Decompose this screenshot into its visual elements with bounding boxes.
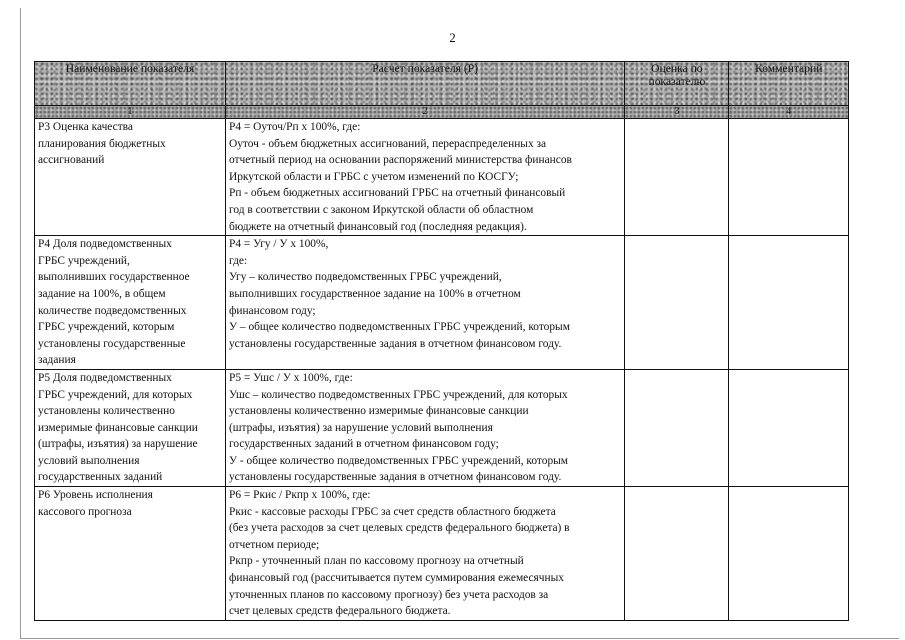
score-cell	[625, 369, 729, 486]
indicator-name-line: ассигнований	[38, 154, 105, 167]
indicator-name-line: условий выполнения	[38, 454, 140, 467]
indicator-name-cell	[35, 236, 226, 370]
indicator-name-line: ГРБС учреждений,	[38, 254, 130, 267]
comment-cell	[729, 487, 849, 621]
calculation-line: уточненных планов по кассовому прогнозу) без учета расходов за	[228, 588, 549, 601]
calculation-line: установлены государственные задания в отчетном финансовом году.	[228, 337, 562, 350]
comment-cell	[729, 369, 849, 486]
indicator-name-cell	[35, 487, 226, 621]
calculation-line: Р4 = Угу / У х 100%,	[228, 238, 329, 251]
indicator-name-line: ГРБС учреждений, для которых	[38, 388, 193, 401]
indicator-name-line: установлены количественно	[38, 405, 175, 418]
calculation-line: Оуточ - объем бюджетных ассигнований, перераспределенных за	[228, 137, 547, 150]
indicator-name-cell	[35, 119, 226, 236]
table-row	[35, 236, 849, 370]
calculation-cell	[225, 236, 624, 370]
indicator-name-line: Р3 Оценка качества	[38, 121, 133, 133]
calculation-line: Ушс – количество подведомственных ГРБС учреждений, для которых	[228, 388, 568, 401]
column-number: 4	[729, 106, 849, 119]
column-number: 2	[225, 106, 624, 119]
score-cell	[625, 119, 729, 236]
comment-cell	[729, 119, 849, 236]
score-cell	[625, 236, 729, 370]
table-row	[35, 119, 849, 236]
indicator-name-line: измеримые финансовые санкции	[38, 421, 198, 434]
calculation-line: установлены количественно измеримые финансовые санкции	[228, 405, 529, 418]
comment-cell	[729, 236, 849, 370]
header-comment: Комментарий	[729, 62, 849, 106]
table-header-row	[35, 62, 849, 106]
page-number: 2	[449, 30, 456, 45]
calculation-line: государственных заданий в отчетном финансовом году;	[228, 438, 499, 451]
calculation-line: Иркутской области и ГРБС с учетом изменений по КОСГУ;	[228, 170, 519, 183]
indicator-name-cell	[35, 369, 226, 486]
calculation-line: отчетный период на основании распоряжений министерства финансов	[228, 154, 572, 167]
calculation-line: финансовом году;	[228, 304, 316, 317]
column-number: 1	[35, 106, 226, 119]
calculation-line: Р5 = Ушс / У х 100%, где:	[228, 371, 353, 384]
calculation-line: Р6 = Ркис / Ркпр х 100%, где:	[228, 489, 371, 502]
indicator-name-line: Р6 Уровень исполнения	[38, 489, 153, 502]
indicator-name-line: установлены государственные	[38, 337, 186, 350]
calculation-line: (штрафы, изъятия) за нарушение условий выполнения	[228, 421, 493, 434]
calculation-line: Ркис - кассовые расходы ГРБС за счет средств областного бюджета	[228, 505, 556, 518]
indicator-name-line: Р4 Доля подведомственных	[38, 238, 172, 251]
header-indicator-name: Наименование показателя	[35, 62, 226, 106]
indicators-table	[34, 61, 849, 621]
calculation-line: (без учета расходов за счет целевых средств федерального бюджета) в	[228, 522, 570, 535]
calculation-cell	[225, 119, 624, 236]
indicator-name-line: (штрафы, изъятия) за нарушение	[38, 438, 198, 451]
indicator-name-line: кассового прогноза	[38, 505, 132, 518]
indicator-name-line: выполнивших государственное	[38, 271, 190, 284]
column-number: 3	[625, 106, 729, 119]
indicator-name-line: задания	[38, 354, 76, 367]
header-calculation: Расчет показателя (Р)	[225, 62, 624, 106]
calculation-line: бюджете на отчетный финансовый год (последняя редакция).	[228, 220, 527, 233]
calculation-line: выполнивших государственное задание на 100% в отчетном	[228, 287, 521, 300]
indicator-name-line: Р5 Доля подведомственных	[38, 371, 172, 384]
calculation-line: У – общее количество подведомственных ГРБС учреждений, которым	[228, 321, 570, 334]
calculation-line: Ркпр - уточненный план по кассовому прогнозу на отчетный	[228, 555, 524, 568]
calculation-line: счет целевых средств федерального бюджета.	[228, 605, 451, 618]
calculation-line: У - общее количество подведомственных ГРБС учреждений, которым	[228, 454, 569, 467]
header-score: Оценка по показателю	[625, 62, 729, 106]
calculation-line: Р4 = Оуточ/Рп х 100%, где:	[228, 121, 361, 133]
calculation-cell	[225, 487, 624, 621]
indicator-name-line: задание на 100%, в общем	[38, 287, 166, 300]
calculation-line: где:	[228, 254, 248, 267]
table-row	[35, 487, 849, 621]
calculation-line: финансовый год (рассчитывается путем суммирования ежемесячных	[228, 572, 564, 585]
indicator-name-line: ГРБС учреждений, которым	[38, 321, 175, 334]
indicator-name-line: государственных заданий	[38, 471, 163, 484]
calculation-line: Угу – количество подведомственных ГРБС учреждений,	[228, 271, 502, 284]
table-body	[35, 119, 849, 621]
indicator-name-line: планирования бюджетных	[38, 137, 166, 150]
column-number-row	[35, 106, 849, 119]
calculation-line: год в соответствии с законом Иркутской области об областном	[228, 203, 534, 216]
calculation-line: Рп - объем бюджетных ассигнований ГРБС на отчетный финансовый	[228, 187, 566, 200]
calculation-line: отчетном периоде;	[228, 538, 320, 551]
calculation-cell	[225, 369, 624, 486]
indicator-name-line: количестве подведомственных	[38, 304, 187, 317]
calculation-line: установлены государственные задания в отчетном финансовом году.	[228, 471, 562, 484]
score-cell	[625, 487, 729, 621]
table-row	[35, 369, 849, 486]
